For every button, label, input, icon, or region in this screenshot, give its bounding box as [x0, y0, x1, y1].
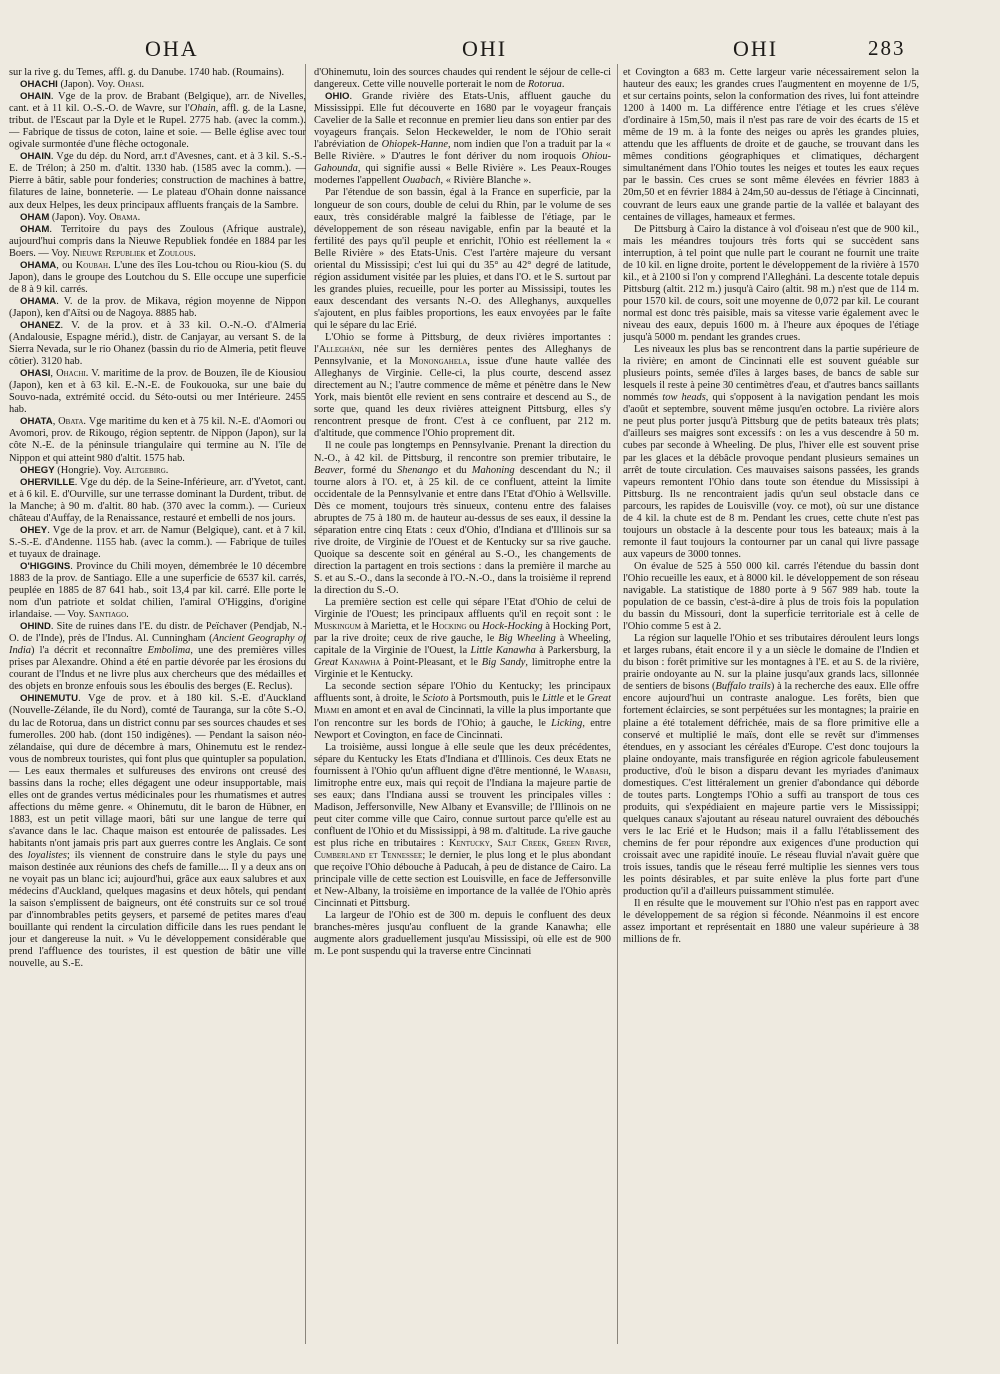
- paragraph: De Pittsburg à Cairo la distance à vol d'oiseau n'est que de 900 kil., mais les méandres toujours très forts qui se succèdent sans interruption, à tel point que nulle part le courant ne fournit une traite de 10 kil. en ligne droite, portent le développement de la rivière à 1570 kil., et à 2100 si l'on y comprend l'Allegháni. La descente totale depuis Pittsburg (altit. 212 m.) jusqu'à Cairo (altit. 98 m.) n'est que de 114 m. pour 1570 kil. de cours, soit une moyenne de 0,072 par kil. Le courant normal est donc très paisible, mais sa vitesse varie également avec le niveau des eaux, depuis 1600 m. à l'heure aux époques de l'étiage jusqu'à 5000 m. pendant les grandes crues.: [623, 223, 919, 344]
- paragraph: La seconde section sépare l'Ohio du Kentucky; les principaux affluents sont, à droite, le Scioto à Portsmouth, puis le Little et le Great Miami en amont et en aval de Cincinnati, la ville la plus importante que l'on rencontre sur les bords de l'Ohio; à gauche, le Licking, entre Newport et Covington, en face de Cincinnati.: [314, 681, 611, 741]
- paragraph: La région sur laquelle l'Ohio et ses tributaires déroulent leurs longs et larges rubans, était encore il y a un siècle le domaine de l'Indien et du bison : forêt primitive sur les montagnes à l'E. et au S. de la rivière, prairie ondoyante au N. sur la plaine jusqu'aux grands lacs, sillonnée de sentiers de bisons (Buffalo trails) à la recherche des eaux. Elle offre encore aujourd'hui un contraste analogue. Les forêts, bien que fortement éclaircies, se sont perpétuées sur les montagnes; la prairie en plaine a été totalement défrichée, mais de sa flore primitive elle a conservé et multiplié le maïs, dont elle se revêt sur d'immenses étendues, en y associant les céréales d'Europe. C'est donc toujours la plaine ondoyante, mais transfigurée en région agricole fabuleusement productive, d'où le bison a disparu devant les myriades d'animaux domestiques. C'est littéralement un grenier d'abondance qui déborde de toutes parts. Longtemps l'Ohio a suffi au transport de tous ces produits, qui s'expédiaient en majeure partie vers le Mississippi; quelques canaux s'ajoutant au réseau naturel ouvraient des débouchés vers le lac Erié et le Hudson; mais il a fallu l'établissement des chemins de fer pour répondre aux exigences d'une production qui croissait avec une rapidité inouïe. Le réseau fluvial n'avait guère que trois issues, tandis que le réseau ferré multiplie les siennes vers tous les points désirables, et par suite enlève la plus forte part d'une production qu'il a d'ailleurs puissamment stimulée.: [623, 633, 919, 898]
- column-3: [623, 67, 919, 1357]
- headword: OHIND: [20, 621, 51, 633]
- entry-ohama-ile: OHAMA, ou Koubah. L'une des îles Lou-tchou ou Riou-kiou (S. du Japon), dans le groupe des Loutchou du S. Elle occupe une superficie de 8 à 9 kil. carrés.: [9, 259, 306, 295]
- entry-ohiggins: O'HIGGINS. Province du Chili moyen, démembrée le 10 décembre 1883 de la prov. de Santiago. Elle a une superficie de 6537 kil. carrés, peuplée en 1885 de 87 641 hab., soit 13,4 par kil. carré. Elle porte le nom d'un patriote et soldat chilien, l'amiral O'Higgins, d'origine irlandaise. — Voy. Santiago.: [9, 560, 306, 621]
- cross-reference: Ohasi: [117, 79, 142, 91]
- page-header: [0, 36, 1000, 66]
- headword: OHEY: [20, 524, 48, 536]
- paragraph: Par l'étendue de son bassin, égal à la France en superficie, par la longueur de son cours, double de celui du Rhin, par le volume de ses eaux, très considérable malgré la faiblesse de l'étiage, par le développement de son réseau navigable, enfin par la beauté et la fertilité des pays qu'il peuple et enrichit, l'Ohio est réellement la « Belle Rivière » des Etats-Unis. C'est l'artère majeure du versant oriental du Mississipi; c'est lui qui du 35° au 42° degré de latitude, région assidument visitée par les pluies, et dans l'O. et le S. surtout par les grandes pluies, recueille, pour les porter au Mississipi, toutes les eaux descendant des versants N.-O. des Alleghanys, auxquelles s'ajoutent, en plus faibles proportions, les eaux envoyées par le faîte qui le sépare du lac Erié.: [314, 187, 611, 331]
- running-head-middle: OHI: [462, 36, 508, 61]
- cross-reference: Santiago: [88, 609, 127, 621]
- headword: OHIO: [325, 91, 350, 103]
- entry-ohata: OHATA, Obata. Vge maritime du ken et à 75 kil. N.-E. d'Aomori ou Avomori, prov. de Rikougo, région septentr. de Nippon (Japon), sur la côte N.-E. de la péninsule triangulaire qui termine au N. l'île de Nippon et qui atteint 980 d'altit. 1575 hab.: [9, 416, 306, 464]
- headword: OHAIN: [20, 151, 51, 163]
- headword: OHAIN: [20, 91, 51, 103]
- cross-reference: Altgebirg: [124, 464, 166, 476]
- entry-oham-japon: OHAM (Japon). Voy. Obama.: [20, 211, 141, 223]
- cross-reference: Nieuwe Republiek: [72, 247, 146, 259]
- headword: OHAMA: [20, 295, 57, 307]
- headword: OHAM: [20, 223, 50, 235]
- headword: OHAM: [20, 211, 50, 223]
- entry-ohama-ville: OHAMA. V. de la prov. de Mikava, région moyenne de Nippon (Japon), ken d'Aïtsi ou de Nagoya. 8885 hab.: [9, 295, 306, 319]
- paragraph: La largeur de l'Ohio est de 300 m. depuis le confluent des deux branches-mères jusqu'au confluent de la grande Kanawha; elle augmente alors graduellement jusqu'au Mississipi, où elle est de 900 m. Le pont suspendu qui la traverse entre Cincinnati: [314, 910, 611, 958]
- entry-ohegy: OHEGY (Hongrie). Voy. Altgebirg.: [20, 464, 169, 476]
- running-head-left: OHA: [145, 36, 199, 61]
- headword: OHAMA: [20, 259, 57, 271]
- paragraph: Il en résulte que le mouvement sur l'Ohio n'est pas en rapport avec le développement de sa région si féconde. Néanmoins il est encore assez important et représentait en 1880 une valeur supérieure à 38 millions de fr.: [623, 898, 919, 946]
- entry-ohinemutu: OHINEMUTU. Vge de prov. et à 180 kil. S.-E. d'Auckland (Nouvelle-Zélande, île du Nord), comté de Tauranga, sur la côte S.-O. du lac de Rotorua, dans un district connu par ses sources chaudes et ses fumerolles. 200 hab. (dont 150 indigènes). — Pendant la saison néo-zélandaise, qui dure de décembre à mars, Ohinemutu est le rendez-vous de nombreux touristes, qui font plus que quintupler sa population. — Les eaux thermales et sulfureuses des environs ont creusé des bassins dans la roche; elles dégagent une odeur insupportable, mais elles ont de grandes vertus médicinales pour les rhumatismes et autres affections du même genre. « Ohinemutu, dit le baron de Hübner, en 1883, est un petit village maori, bâti sur une langue de terre qui s'avance dans le lac. Chaque maison est entourée de palissades. Les habitants n'ont jamais pris part aux guerres contre les Anglais. Ce sont des loyalistes; ils viennent de construire dans le style du pays une maison destinée aux réunions des chefs de famille.... Il y a deux ans on ne voyait pas un blanc ici; aujourd'hui, grâce aux eaux salubres et aux médecins d'Auckland, quelques magasins et deux hôtels, qui pendant la saison s'emplissent de baigneurs, ont été construits sur ce sol troué par d'innombrables petits geysers, et parsemé de petites mares d'eau bouillante qui rendent la circulation difficile dans les rues pendant le jour et dangereuse la nuit. » Vu le développement considérable que prend l'affluence des touristes, il est question de bâtir une ville nouvelle, au S.-E.: [9, 693, 306, 970]
- paragraph: Il ne coule pas longtemps en Pennsylvanie. Prenant la direction du N.-O., à 42 kil. de Pittsburg, il rencontre son premier tributaire, le Beaver, formé du Shenango et du Mahoning descendant du N.; il tourne alors à l'O. et, à 25 kil. de ce confluent, atteint la limite occidentale de la Pennsylvanie et entre dans l'Etat d'Ohio à Wellsville. Dès ce moment, toujours très sinueux, contenu entre des falaises abruptes de 75 à 180 m. de hauteur au-dessus de ses eaux, il dessine la séparation entre cinq Etats : ceux d'Ohio, d'Indiana et d'Illinois sur sa rive droite, de Virginie de l'Ouest et de Kentucky sur sa rive gauche. Quoique sa descente soit en général au S.-O., les changements de direction la partagent en trois sections : dans la première il marche au S. et au S.-O., dans la seconde à l'O.-N.-O., dans la troisième il reprend la direction du S.-O.: [314, 440, 611, 597]
- paragraph: La troisième, aussi longue à elle seule que les deux précédentes, sépare du Kentucky les Etats d'Indiana et d'Illinois. Ces deux Etats ne fournissent à l'Ohio qu'un affluent digne d'être mentionné, le Wabash, limitrophe entre eux, mais qui reçoit de l'Indiana la majeure partie de ses eaux; dans l'Indiana aussi se trouvent les principales villes : Madison, Jeffersonville, New Albany et Evansville; de l'Illinois on ne peut citer comme ville que Cairo, connue surtout parce qu'elle est au confluent de l'Ohio et du Mississippi, à 98 m. d'altitude. La rive gauche est plus riche en tributaires : Kentucky, Salt Creek, Green River, Cumberland et Tennessee; le dernier, le plus long et le plus abondant que reçoive l'Ohio débouche à Paducah, à peu de distance de Cairo. La principale ville de cette section est Louisville, en face de Jeffersonville et New-Albany, la troisième en importance de la vallée de l'Ohio après Cincinnati et Pittsburg.: [314, 741, 611, 910]
- entry-ohachi: OHACHI (Japon). Voy. Ohasi.: [20, 79, 145, 91]
- headword: OHEGY: [20, 464, 55, 476]
- headword: OHINEMUTU: [20, 693, 79, 705]
- headword: OHASI: [20, 368, 51, 380]
- entry-ohey: OHEY. Vge de la prov. et arr. de Namur (Belgique), cant. et à 7 kil. S.-S.-E. d'Andenne. 1155 hab. (avec la comm.). — Fabrique de tuiles et tuyaux de drainage.: [9, 524, 306, 560]
- column-2: [314, 67, 611, 1357]
- entry-ohanez: OHANEZ. V. de la prov. et à 33 kil. O.-N.-O. d'Almeria (Andalousie, Espagne mérid.), distr. de Canjayar, au versant S. de la Sierra Nevada, sur le rio Ohanez (bassin du rio de Almeria, petit fleuve côtier). 3120 hab.: [9, 319, 306, 368]
- running-head-right: OHI: [733, 36, 779, 61]
- headword: OHERVILLE: [20, 476, 75, 488]
- entry-oherville: OHERVILLE. Vge du dép. de la Seine-Inférieure, arr. d'Yvetot, cant. et à 6 kil. E. d'Ourville, sur une terrasse dominant la Durdent, tribut. de la Manche; à 90 m. d'altit. 80 hab. (370 avec la comm.). — Curieux château d'Auffay, de la Renaissance, restauré et embelli de nos jours.: [9, 476, 306, 524]
- headword: OHACHI: [20, 79, 58, 91]
- paragraph: Les niveaux les plus bas se rencontrent dans la partie supérieure de la rivière; en amont de Cincinnati elle est souvent guéable sur plusieurs points, semée d'îles à larges bases, de bancs de sable sur lesquels il reste à peine 30 centimètres d'eau, et d'autres bancs saillants nommés tow heads, qui s'opposent à la navigation pendant les mois d'août et septembre, souvent même jusqu'en octobre. La rivière alors ne peut plus porter jusqu'à Pittsburg que de petits bateaux très plats; d'ailleurs ses maigres sont excessifs : on les a vus descendre à 50 m. cubes par seconde à Wheeling. De plus, l'hiver elle est souvent prise par les glaces et la débâcle provoque pendant plusieurs semaines un arrêt de toute circulation. Ces mauvaises saisons passées, les grands vapeurs remontent l'Ohio dans toute son étendue du Mississipi à Pittsburg. Ils ne rencontraient jadis qu'un seul obstacle dans ce parcours, les rapides de Louisville (voy. ce mot), où sur une distance de 4 kil. la chute est de 8 m. Pendant les crues, cette chute n'est pas toujours un obstacle à la descente pour tous les bateaux; mais à la remonte il faut toujours la contourner par un canal qui livre passage aux vapeurs de 3000 tonnes.: [623, 344, 919, 560]
- entry-ohain-nord: OHAIN. Vge du dép. du Nord, arr.t d'Avesnes, cant. et à 3 kil. S.-S.-E. de Trélon; à 250 m. d'altit. 1330 hab. (1585 avec la comm.). — Pierre à bâtir, sable pour fonderies; construction de machines à battre, filatures de laine, bonneterie. — Le plateau d'Ohain donne naissance aux deux Helpes, les deux principaux affluents français de la Sambre.: [9, 151, 306, 211]
- cross-reference: Zoulous: [158, 247, 194, 259]
- paragraph: sur la rive g. du Temes, affl. g. du Danube. 1740 hab. (Roumains).: [9, 67, 285, 78]
- paragraph: d'Ohinemutu, loin des sources chaudes qui rendent le séjour de celle-ci dangereux. Cette ville nouvelle porterait le nom de Rotorua.: [314, 67, 611, 91]
- entry-ohasi: OHASI, Ohachi. V. maritime de la prov. de Bouzen, île de Kiousiou (Japon), ken et à 63 kil. E.-N.-E. de Foukouoka, sur une baie du Souvo-nada, extrémité occid. du Séto-outsi ou mer Intérieure. 2455 hab.: [9, 368, 306, 416]
- paragraph: L'Ohio se forme à Pittsburg, de deux rivières importantes : l'Allegháni, née sur les dernières pentes des Alleghanys de Pennsylvanie, et la Monongahela, issue d'une haute vallée des Alleghanys de Virginie. Celle-ci, la plus courte, descend assez directement au N.; l'autre commence de même et pénètre dans le New York, mais bientôt elle revient en sens contraire et descend au S., de sorte que, quand les deux rivières atteignent Pittsburg, elles s'y rencontrent presque de front. C'est à ce confluent, par 212 m. d'altitude, que commence l'Ohio proprement dit.: [314, 332, 611, 440]
- entry-ohio: OHIO. Grande rivière des Etats-Unis, affluent gauche du Mississippi. Elle fut découverte en 1680 par le voyageur français Cavelier de la Salle et reconnue en premier lieu dans son entier par des voyageurs français. Selon Heckewelder, le nom de l'Ohio serait l'abréviation de Ohiopek-Hanne, nom indien que l'on a traduit par la « Belle Rivière. » D'autres le font dériver du nom iroquois Ohiou-Gahounda, qui signifie aussi « Belle Rivière ». Les Peaux-Rouges modernes l'appellent Ouabach, « Rivière Blanche ».: [314, 91, 611, 187]
- headword: O'HIGGINS: [20, 560, 71, 572]
- headword: OHANEZ: [20, 319, 61, 331]
- column-rule-2: [617, 64, 618, 1344]
- page-number: 283: [868, 36, 906, 60]
- entry-oham-zoulous: OHAM. Territoire du pays des Zoulous (Afrique australe), aujourd'hui compris dans la Nieuwe Republiek fondée en 1884 par les Boers. — Voy. Nieuwe Republiek et Zoulous.: [9, 223, 306, 259]
- cross-reference: Obama: [109, 211, 138, 223]
- column-1: [9, 67, 306, 1357]
- headword: OHATA: [20, 416, 53, 428]
- entry-ohind: OHIND. Site de ruines dans l'E. du distr. de Peïchaver (Pendjab, N.-O. de l'Inde), près de l'Indus. Al. Cunningham (Ancient Geography of India) l'a décrit et reconnaître Embolima, une des premières villes prises par Alexandre. Ohind a été en partie dévorée par les érosions du courant de l'Indus et ne livre plus aux chercheurs que des médailles et des objets en bronze enfouis sous les éboulis des berges (E. Reclus).: [9, 621, 306, 693]
- paragraph: La première section est celle qui sépare l'Etat d'Ohio de celui de Virginie de l'Ouest; les principaux affluents qu'il en reçoit sont : le Muskingum à Marietta, et le Hocking ou Hock-Hocking à Hocking Port, par la rive droite; ceux de rive gauche, le Big Wheeling à Wheeling, capitale de la Virginie de l'Ouest, la Little Kanawha à Parkersburg, la Great Kanawha à Point-Pleasant, et le Big Sandy, limitrophe entre la Virginie et le Kentucky.: [314, 597, 611, 681]
- paragraph: et Covington a 683 m. Cette largeur varie nécessairement selon la hauteur des eaux; les grandes crues l'augmentent en moyenne de 1/5, et sur certains points, selon la conformation des rives, lui font atteindre 1200 à 1400 m. La différence entre l'étiage et les crues s'élève d'ordinaire à 15m,50, mais il n'est pas rare de voir des écarts de 15 et même de 19 m. à la fonte des neiges ou après les grandes pluies, attendu que les affluents de droite et de gauche, se trouvant dans les mêmes conditions géographiques et climatiques, déchargent simultanément dans l'Ohio toutes les neiges et toutes les eaux reçues par le bassin. Ces crues se sont même élevées en février 1883 à 20m,50 et en février 1884 à 24m,50 au-dessus de l'étiage à Cincinnati, couvrant de leurs eaux une grande partie de la vallée et balayant des centaines de villages, hameaux et fermes.: [623, 67, 919, 223]
- entry-ohain-belgique: OHAIN. Vge de la prov. de Brabant (Belgique), arr. de Nivelles, cant. et à 11 kil. O.-S.-O. de Wavre, sur l'Ohain, affl. g. de la Lasne, tribut. de l'Escaut par la Dyle et le Rupel. 2775 hab. (avec la comm.). — Fabrique de tissus de coton, laine et soie. — Belle église avec tour ogivale surmontée d'une flèche octogonale.: [9, 91, 306, 151]
- paragraph: On évalue de 525 à 550 000 kil. carrés l'étendue du bassin dont l'Ohio recueille les eaux, et à 8000 kil. le développement de son réseau navigable. La statistique de 1880 porte à 9 567 989 hab. toute la population de ce bassin, c'est-à-dire à plus de trois fois la population du bassin du Missouri, dont la superficie territoriale est à celle de l'Ohio comme 5 est à 2.: [623, 560, 919, 633]
